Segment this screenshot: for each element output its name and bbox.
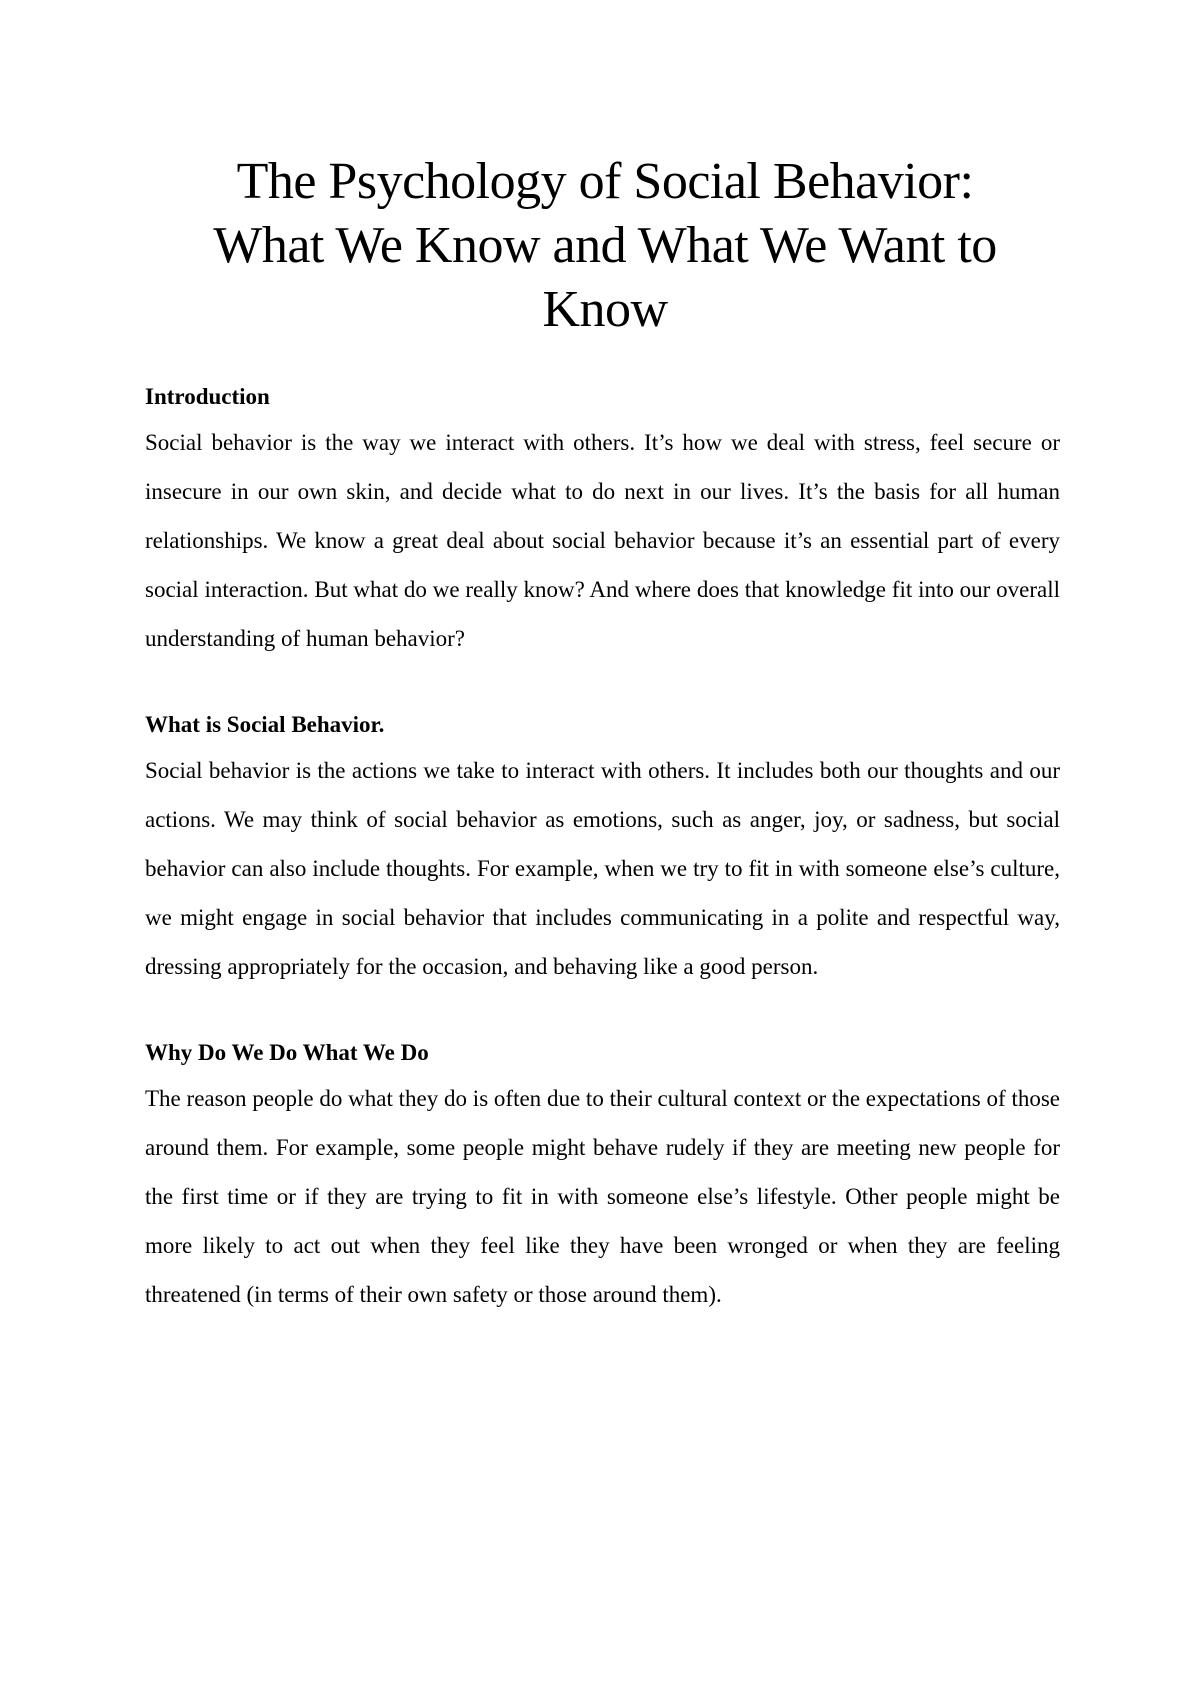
section-paragraph: Social behavior is the way we interact with others. It’s how we deal with stress, feel secure or insecure in our own skin, and decide what to do next in our lives. It’s the basis for all human relationships. We know a great deal about social behavior because it’s an essential part of every social interaction. But what do we really know? And where does that knowledge fit into our overall understanding of human behavior? — [145, 430, 1060, 651]
section-heading: What is Social Behavior. — [145, 712, 385, 737]
section-why-do-we-do — [145, 1038, 1060, 1319]
title-line: The Psychology of Social Behavior: — [236, 153, 974, 210]
section-paragraph: Social behavior is the actions we take to interact with others. It includes both our thoughts and our actions. We may think of social behavior as emotions, such as anger, joy, or sadness, but social behavior can also include thoughts. For example, when we try to fit in with someone else’s culture, we might engage in social behavior that includes communicating in a polite and respectful way, dressing appropriately for the occasion, and behaving like a good person. — [145, 758, 1060, 979]
section-paragraph: The reason people do what they do is often due to their cultural context or the expectations of those around them. For example, some people might behave rudely if they are meeting new people for the first time or if they are trying to fit in with someone else’s lifestyle. Other people might be more likely to act out when they feel like they have been wronged or when they are feeling threatened (in terms of their own safety or those around them). — [145, 1086, 1060, 1307]
title-line: Know — [542, 281, 668, 338]
section-introduction — [145, 382, 1060, 663]
section-spacer — [145, 991, 1060, 1038]
section-heading: Why Do We Do What We Do — [145, 1040, 429, 1065]
section-heading: Introduction — [145, 384, 270, 409]
document-body — [145, 382, 1060, 1319]
section-what-is-social-behavior — [145, 710, 1060, 991]
section-spacer — [145, 663, 1060, 710]
title-line: What We Know and What We Want to — [213, 217, 997, 274]
document-title — [150, 150, 1060, 342]
